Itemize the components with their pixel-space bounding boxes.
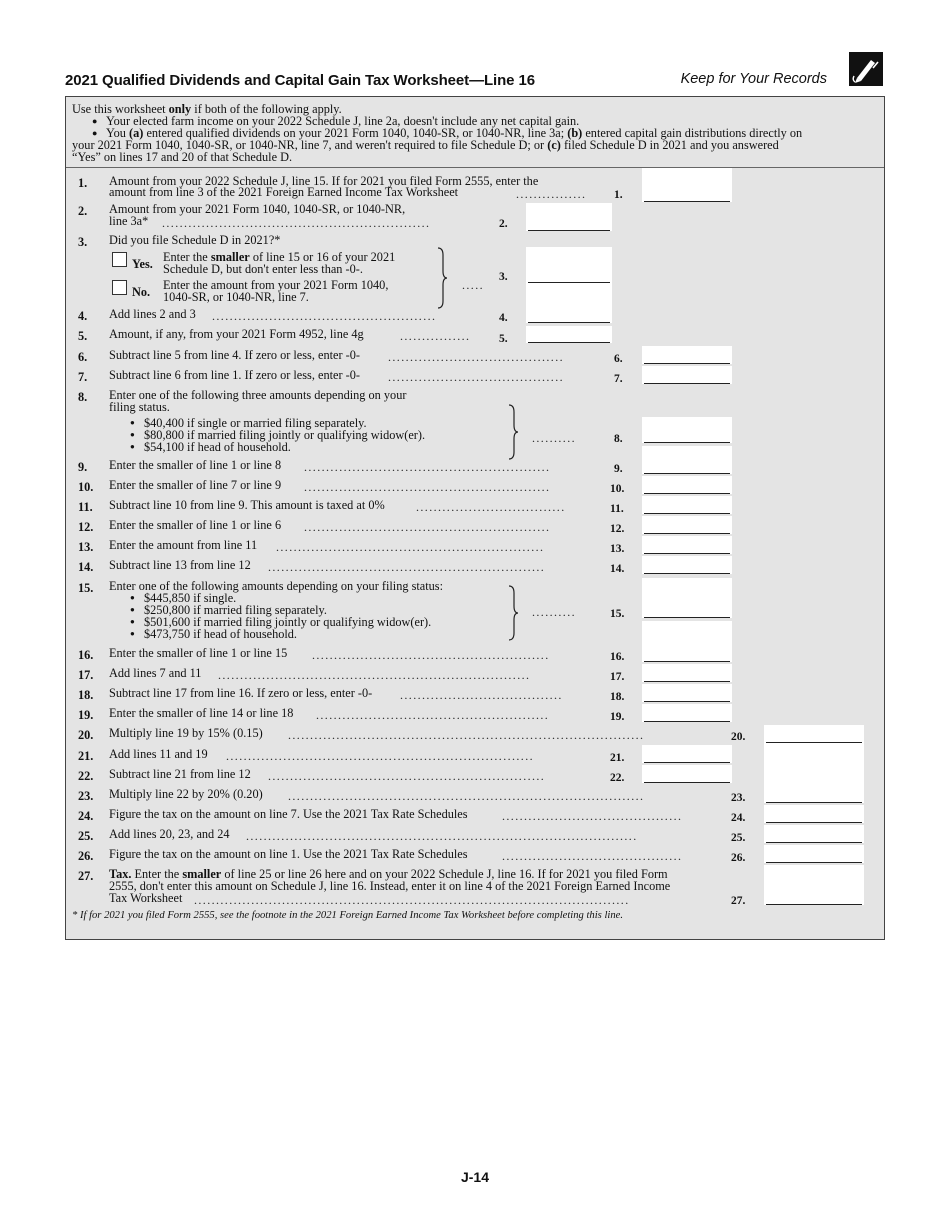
- line-ref: 10.: [610, 483, 625, 495]
- bullet-icon: ●: [130, 605, 135, 614]
- leader-dots: ...............................................................: [268, 560, 546, 574]
- line-ref: 19.: [610, 711, 625, 723]
- line-5-text: Amount, if any, from your 2021 Form 4952, line 4g: [109, 327, 364, 341]
- line-number: 8.: [78, 390, 88, 404]
- line-number: 13.: [78, 540, 94, 554]
- bullet-icon: ●: [92, 128, 98, 138]
- footnote: * If for 2021 you filed Form 2555, see the footnote in the 2021 Foreign Earned Income Tax Worksheet before completing this line.: [72, 910, 623, 921]
- line-22-input[interactable]: [642, 765, 732, 783]
- line-ref: 8.: [614, 433, 623, 445]
- line-ref: 2.: [499, 218, 508, 230]
- line-ref: 14.: [610, 563, 625, 575]
- line-15-text: Enter one of the following amounts depending on your filing status:: [109, 579, 444, 593]
- line-11-input[interactable]: [642, 496, 732, 514]
- line-number: 3.: [78, 235, 88, 249]
- line-15-option-4: $473,750 if head of household.: [144, 627, 298, 641]
- leader-dots: ...................................................: [212, 309, 437, 323]
- line-7-input[interactable]: [642, 366, 732, 384]
- leader-dots: .....: [462, 278, 484, 292]
- leader-dots: .......................................................................: [218, 668, 531, 682]
- line-25-input[interactable]: [764, 825, 864, 843]
- line-12-text: Enter the smaller of line 1 or line 6: [109, 518, 282, 532]
- bullet-icon: ●: [130, 442, 135, 451]
- line-9-input[interactable]: [642, 446, 732, 474]
- intro-lead-end: if both of the following apply.: [191, 102, 342, 116]
- pen-icon: [849, 52, 883, 86]
- line-number: 19.: [78, 708, 94, 722]
- line-18-input[interactable]: [642, 684, 732, 702]
- line-3-no-text: Enter the amount from your 2021 Form 1040,: [163, 278, 389, 292]
- line-3-yes-text: Enter the smaller of line 15 or 16 of your 2021: [163, 250, 396, 264]
- line-number: 22.: [78, 769, 94, 783]
- leader-dots: .................................................................................: [288, 789, 645, 803]
- worksheet-header: [65, 52, 885, 92]
- line-number: 24.: [78, 809, 94, 823]
- line-25-text: Add lines 20, 23, and 24: [109, 827, 230, 841]
- line-15-input[interactable]: [642, 578, 732, 618]
- line-24-input[interactable]: [764, 805, 864, 823]
- line-2-text: Amount from your 2021 Form 1040, 1040-SR, or 1040-NR,: [109, 202, 406, 216]
- leader-dots: ................: [516, 187, 587, 201]
- line-number: 15.: [78, 581, 94, 595]
- line-17-text: Add lines 7 and 11: [109, 666, 202, 680]
- no-checkbox[interactable]: [112, 280, 127, 295]
- bullet-icon: ●: [92, 116, 98, 126]
- line-18-text: Subtract line 17 from line 16. If zero or less, enter -0-: [109, 686, 373, 700]
- line-ref: 23.: [731, 792, 746, 804]
- line-number: 27.: [78, 869, 94, 883]
- line-ref: 11.: [610, 503, 624, 515]
- worksheet-body: [65, 96, 885, 940]
- line-ref: 24.: [731, 812, 746, 824]
- line-ref: 4.: [499, 312, 508, 324]
- line-27-text-2: 2555, don't enter this amount on Schedule J, line 16. Instead, enter it on line 4 of the 2021 Foreign Earned Income: [109, 879, 671, 893]
- intro-bullet-2-line-1: You (a) entered qualified dividends on your 2021 Form 1040, 1040-SR, or 1040-NR, line 3a; (b) entered capital gain distributions directly on: [106, 126, 803, 140]
- line-13-input[interactable]: [642, 536, 732, 554]
- bullet-icon: ●: [130, 629, 135, 638]
- line-number: 9.: [78, 460, 88, 474]
- leader-dots: ........................................: [388, 370, 564, 384]
- line-ref: 15.: [610, 608, 625, 620]
- page-number: J-14: [460, 1169, 490, 1185]
- bullet-icon: ●: [130, 430, 135, 439]
- line-4-input[interactable]: [526, 306, 612, 323]
- line-number: 6.: [78, 350, 88, 364]
- line-number: 12.: [78, 520, 94, 534]
- line-8-text-2: filing status.: [109, 400, 170, 414]
- line-27-input[interactable]: [764, 865, 864, 905]
- yes-checkbox[interactable]: [112, 252, 127, 267]
- leader-dots: ........................................................: [304, 460, 551, 474]
- line-ref: 3.: [499, 271, 508, 283]
- line-ref: 13.: [610, 543, 625, 555]
- brace-icon: [507, 585, 519, 641]
- line-3-text: Did you file Schedule D in 2021?*: [109, 233, 281, 247]
- line-ref: 16.: [610, 651, 625, 663]
- leader-dots: ........................................................: [304, 480, 551, 494]
- line-number: 14.: [78, 560, 94, 574]
- line-15-option-3: $501,600 if married filing jointly or qualifying widow(er).: [144, 615, 432, 629]
- line-7-text: Subtract line 6 from line 1. If zero or less, enter -0-: [109, 368, 360, 382]
- no-label: No.: [132, 285, 151, 299]
- line-8-option-1: $40,400 if single or married filing separately.: [144, 416, 367, 430]
- line-20-23-spacer: [764, 743, 864, 785]
- intro-lead: Use this worksheet: [72, 102, 169, 116]
- line-number: 17.: [78, 668, 94, 682]
- line-number: 10.: [78, 480, 94, 494]
- line-11-text: Subtract line 10 from line 9. This amount is taxed at 0%: [109, 498, 385, 512]
- worksheet-instructions: [66, 97, 884, 168]
- line-3-input[interactable]: [526, 247, 612, 307]
- bullet-icon: ●: [130, 418, 135, 427]
- leader-dots: .........................................: [502, 809, 683, 823]
- line-21-text: Add lines 11 and 19: [109, 747, 208, 761]
- bullet-icon: ●: [130, 593, 135, 602]
- yes-label: Yes.: [132, 257, 153, 271]
- line-6-input[interactable]: [642, 346, 732, 364]
- line-8-option-2: $80,800 if married filing jointly or qualifying widow(er).: [144, 428, 426, 442]
- leader-dots: .....................................................: [316, 708, 550, 722]
- line-number: 5.: [78, 329, 88, 343]
- line-1-text-2: amount from line 3 of the 2021 Foreign Earned Income Tax Worksheet: [109, 185, 459, 199]
- line-10-input[interactable]: [642, 476, 732, 494]
- line-number: 25.: [78, 829, 94, 843]
- line-ref: 6.: [614, 353, 623, 365]
- line-ref: 1.: [614, 189, 623, 201]
- line-22-text: Subtract line 21 from line 12: [109, 767, 251, 781]
- line-20-input[interactable]: [764, 725, 864, 743]
- leader-dots: .................................................................................: [288, 728, 645, 742]
- worksheet-title: 2021 Qualified Dividends and Capital Gain Tax Worksheet—Line 16: [65, 72, 535, 89]
- line-13-text: Enter the amount from line 11: [109, 538, 258, 552]
- line-4-text: Add lines 2 and 3: [109, 307, 196, 321]
- line-8-option-3: $54,100 if head of household.: [144, 440, 291, 454]
- leader-dots: ..................................: [416, 500, 566, 514]
- intro-bullet-1: Your elected farm income on your 2022 Schedule J, line 2a, doesn't include any net capital gain.: [106, 114, 580, 128]
- line-23-input[interactable]: [764, 785, 864, 803]
- line-number: 20.: [78, 728, 94, 742]
- line-15-option-1: $445,850 if single.: [144, 591, 237, 605]
- brace-icon: [507, 404, 519, 460]
- line-ref: 12.: [610, 523, 625, 535]
- line-2-input[interactable]: [526, 203, 612, 231]
- leader-dots: ..........: [532, 605, 576, 619]
- leader-dots: .........................................: [502, 849, 683, 863]
- leader-dots: .............................................................: [276, 540, 545, 554]
- line-ref: 21.: [610, 752, 625, 764]
- line-ref: 22.: [610, 772, 625, 784]
- line-27-text: Tax. Enter the smaller of line 25 or line 26 here and on your 2022 Schedule J, line 16. If for 2021 you filed Form: [109, 867, 668, 881]
- line-number: 11.: [78, 500, 93, 514]
- line-number: 4.: [78, 309, 88, 323]
- line-ref: 26.: [731, 852, 746, 864]
- line-8-input[interactable]: [642, 417, 732, 443]
- line-23-text: Multiply line 22 by 20% (0.20): [109, 787, 263, 801]
- line-ref: 7.: [614, 373, 623, 385]
- line-14-input[interactable]: [642, 556, 732, 574]
- line-number: 21.: [78, 749, 94, 763]
- line-1-text: Amount from your 2022 Schedule J, line 15. If for 2021 you filed Form 2555, enter the: [109, 174, 539, 188]
- leader-dots: ..........: [532, 431, 576, 445]
- line-number: 16.: [78, 648, 94, 662]
- line-10-text: Enter the smaller of line 7 or line 9: [109, 478, 282, 492]
- line-24-text: Figure the tax on the amount on line 7. Use the 2021 Tax Rate Schedules: [109, 807, 468, 821]
- line-21-input[interactable]: [642, 745, 732, 763]
- line-27-text-3: Tax Worksheet: [109, 891, 183, 905]
- line-ref: 9.: [614, 463, 623, 475]
- line-5-input[interactable]: [526, 326, 612, 343]
- line-ref: 18.: [610, 691, 625, 703]
- line-26-text: Figure the tax on the amount on line 1. Use the 2021 Tax Rate Schedules: [109, 847, 468, 861]
- line-8-text: Enter one of the following three amounts depending on your: [109, 388, 407, 402]
- line-number: 26.: [78, 849, 94, 863]
- line-20-text: Multiply line 19 by 15% (0.15): [109, 726, 263, 740]
- line-14-text: Subtract line 13 from line 12: [109, 558, 251, 572]
- leader-dots: ...............................................................: [268, 769, 546, 783]
- line-2-text-2: line 3a*: [109, 214, 149, 228]
- intro-bullet-2-line-2: your 2021 Form 1040, 1040-SR, or 1040-NR, line 7, and weren't required to file Schedule D; or (c) filed Schedule D in 2021 and you answered: [72, 138, 779, 152]
- line-3-yes-text-2: Schedule D, but don't enter less than -0-.: [163, 262, 363, 276]
- intro-bullet-2-line-3: “Yes” on lines 17 and 20 of that Schedule D.: [72, 150, 293, 164]
- leader-dots: ................: [400, 329, 471, 343]
- line-number: 18.: [78, 688, 94, 702]
- keep-for-records: Keep for Your Records: [680, 71, 827, 87]
- line-ref: 27.: [731, 895, 746, 907]
- leader-dots: ...................................................................................................: [194, 893, 630, 907]
- line-ref: 5.: [499, 333, 508, 345]
- line-16-input[interactable]: [642, 621, 732, 662]
- leader-dots: ......................................................................: [226, 749, 534, 763]
- line-12-input[interactable]: [642, 516, 732, 534]
- leader-dots: ........................................................: [304, 520, 551, 534]
- intro-lead-bold: only: [168, 102, 192, 116]
- line-ref: 17.: [610, 671, 625, 683]
- leader-dots: .....................................: [400, 688, 563, 702]
- brace-icon: [436, 247, 448, 309]
- line-19-text: Enter the smaller of line 14 or line 18: [109, 706, 294, 720]
- leader-dots: .............................................................: [162, 216, 431, 230]
- line-1-input[interactable]: [642, 168, 732, 202]
- line-19-input[interactable]: [642, 704, 732, 722]
- line-17-input[interactable]: [642, 664, 732, 682]
- line-16-text: Enter the smaller of line 1 or line 15: [109, 646, 288, 660]
- line-number: 2.: [78, 204, 88, 218]
- line-15-option-2: $250,800 if married filing separately.: [144, 603, 327, 617]
- leader-dots: .........................................................................................: [246, 829, 638, 843]
- line-number: 7.: [78, 370, 88, 384]
- line-number: 1.: [78, 176, 88, 190]
- line-9-text: Enter the smaller of line 1 or line 8: [109, 458, 282, 472]
- bullet-icon: ●: [130, 617, 135, 626]
- leader-dots: ........................................: [388, 350, 564, 364]
- line-3-no-text-2: 1040-SR, or 1040-NR, line 7.: [163, 290, 309, 304]
- line-number: 23.: [78, 789, 94, 803]
- line-ref: 20.: [731, 731, 746, 743]
- line-26-input[interactable]: [764, 845, 864, 863]
- line-ref: 25.: [731, 832, 746, 844]
- leader-dots: ......................................................: [312, 648, 550, 662]
- line-6-text: Subtract line 5 from line 4. If zero or less, enter -0-: [109, 348, 360, 362]
